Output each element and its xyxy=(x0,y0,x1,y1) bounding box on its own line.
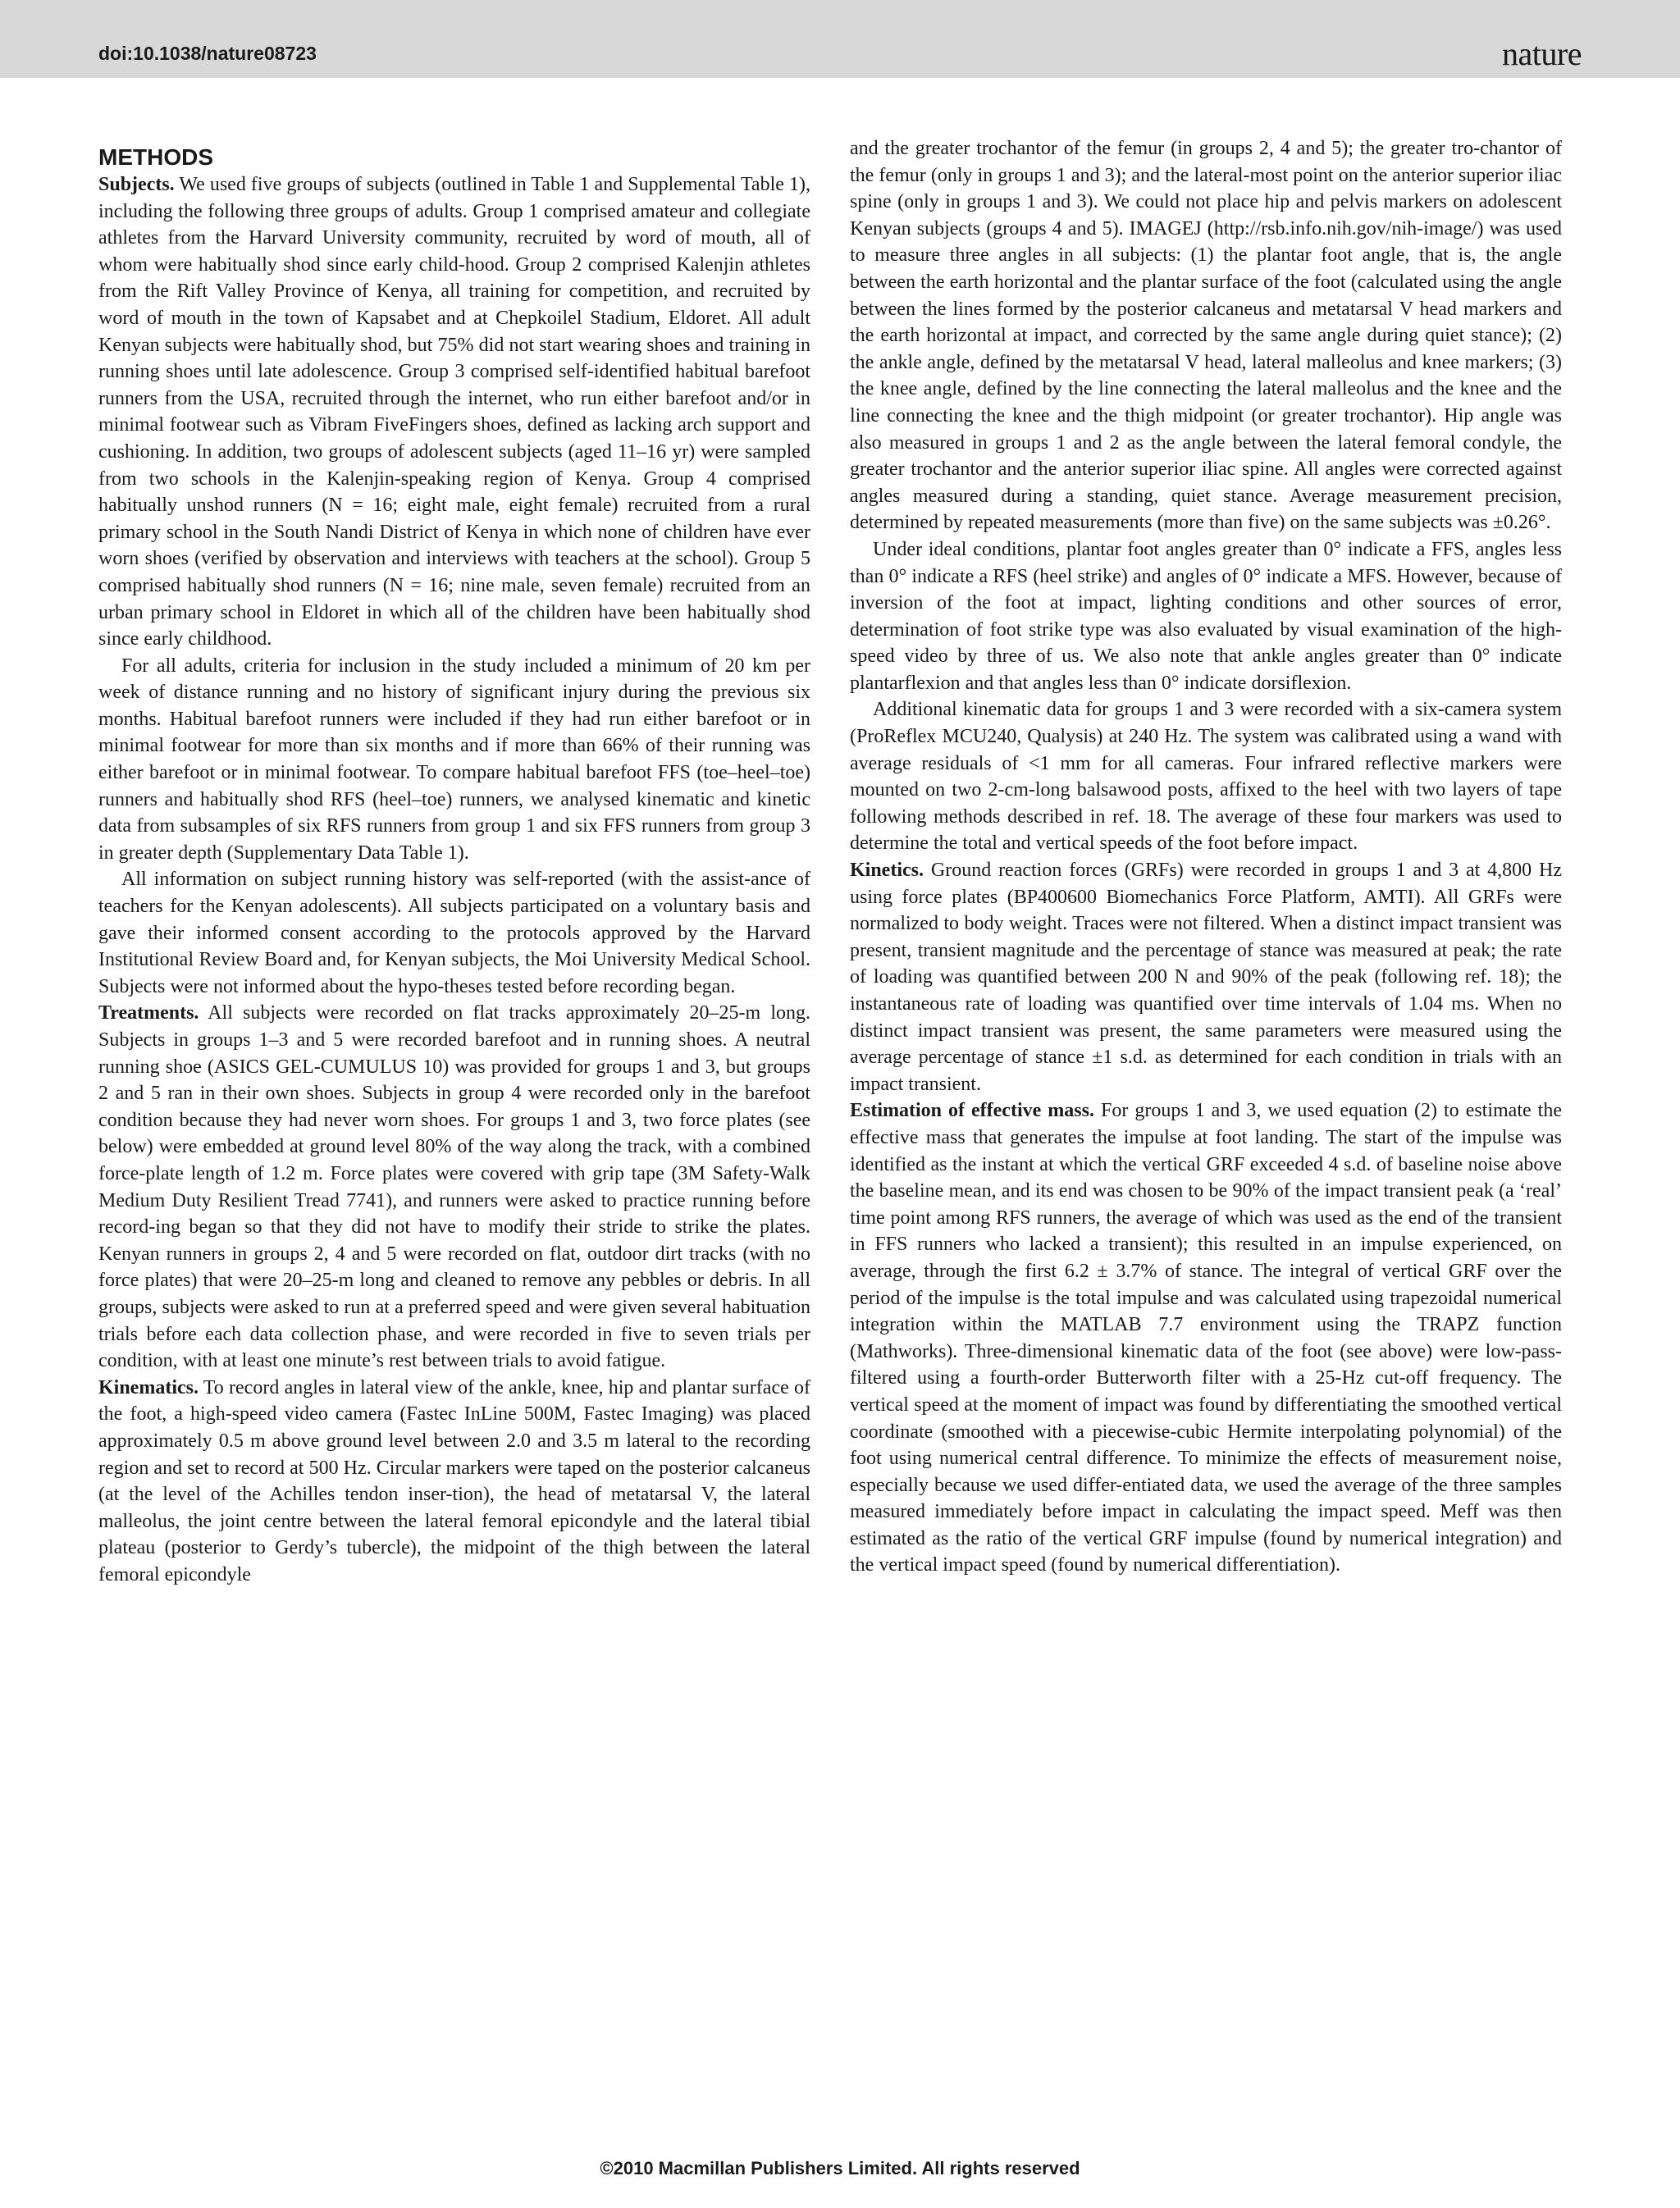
paragraph-text: Ground reaction forces (GRFs) were recorded in groups 1 and 3 at 4,800 Hz using force plates (BP400600 Biomechanics Force Platform, AMTI). All GRFs were normalized to body weight. Traces were not filtered. When a distinct impact transient was present, transient magnitude and the percentage of stance was measured at peak; the rate of loading was quantified between 200 N and 90% of the peak (following ref. 18); the instantaneous rate of loading was quantified over time intervals of 1.04 ms. When no distinct impact transient was present, the same parameters were measured using the average percentage of stance ±1 s.d. as determined for each condition in trials with an impact transient. xyxy=(850,860,1562,1095)
paragraph-markers: and the greater trochantor of the femur (in groups 2, 4 and 5); the greater tro-chantor of the femur (only in groups 1 and 3); and the lateral-most point on the anterior superior iliac spine (only in groups 1 and 3). We could not place hip and pelvis markers on adolescent Kenyan subjects (groups 4 and 5). IMAGEJ (http://rsb.info.nih.gov/nih-image/) was used to measure three angles in all subjects: (1) the plantar foot angle, that is, the angle between the earth horizontal and the plantar surface of the foot (calculated using the angle between the lines formed by the posterior calcaneus and metatarsal V head markers and the earth horizontal at impact, and corrected by the same angle during quiet stance); (2) the ankle angle, defined by the metatarsal V head, lateral malleolus and knee markers; (3) the knee angle, defined by the line connecting the lateral malleolus and the knee and the line connecting the knee and the thigh midpoint (or greater trochantor). Hip angle was also measured in groups 1 and 2 as the angle between the lateral femoral condyle, the greater trochantor and the anterior superior iliac spine. All angles were corrected against angles measured during a standing, quiet stance. Average measurement precision, determined by repeated measurements (more than five) on the same subjects was ±0.26°. xyxy=(850,138,1562,534)
left-column xyxy=(98,135,810,1588)
paragraph-effective-mass xyxy=(850,1097,1562,1579)
paragraph-subjects xyxy=(98,171,810,653)
paragraph-criteria: For all adults, criteria for inclusion in the study included a minimum of 20 km per week of distance running and no history of significant injury during the previous six months. Habitual barefoot runners were included if they had run either barefoot or in minimal footwear for more than six months and if more than 66% of their running was either barefoot or in minimal footwear. To compare habitual barefoot FFS (toe–heel–toe) runners and habitually shod RFS (heel–toe) runners, we analysed kinematic and kinetic data from subsamples of six RFS runners from group 1 and six FFS runners from group 3 in greater depth (Supplementary Data Table 1). xyxy=(98,655,810,864)
paragraph-kinetics xyxy=(850,857,1562,1097)
subheading-subjects: Subjects. xyxy=(98,174,175,195)
paragraph-consent: All information on subject running history was self-reported (with the assist-ance of teachers for the Kenyan adolescents). All subjects participated on a voluntary basis and gave their informed consent according to the protocols approved by the Harvard Institutional Review Board and, for Kenyan subjects, the Moi University Medical School. Subjects were not informed about the hypo-theses tested before recording began. xyxy=(98,869,810,997)
paragraph-text: We used five groups of subjects (outlined in Table 1 and Supplemental Table 1), including the following three groups of adults. Group 1 comprised amateur and collegiate athletes from the Harvard University community, recruited by word of mouth, all of whom were habitually shod since early child-hood. Group 2 comprised Kalenjin athletes from the Rift Valley Province of Kenya, all training for competition, and recruited by word of mouth in the town of Kapsabet and at Chepkoilel Stadium, Eldoret. All adult Kenyan subjects were habitually shod, but 75% did not start wearing shoes and training in running shoes until late adolescence. Group 3 comprised self-identified habitual barefoot runners from the USA, recruited through the internet, who run either barefoot and/or in minimal footwear such as Vibram FiveFingers shoes, defined as lacking arch support and cushioning. In addition, two groups of adolescent subjects (aged 11–16 yr) were sampled from two schools in the Kalenjin-speaking region of Kenya. Group 4 comprised habitually unshod runners (N = 16; eight male, eight female) recruited from a rural primary school in the South Nandi District of Kenya in which none of children have ever worn shoes (verified by observation and interviews with teachers at the school). Group 5 comprised habitually shod runners (N = 16; nine male, seven female) recruited from an urban primary school in Eldoret in which all of the children have been habitually shod since early childhood. xyxy=(98,174,810,650)
journal-name: nature xyxy=(1502,35,1582,72)
paragraph-treatments xyxy=(98,1000,810,1374)
paragraph-additional-kinematics: Additional kinematic data for groups 1 and 3 were recorded with a six-camera system (ProReflex MCU240, Qualysis) at 240 Hz. The system was calibrated using a wand with average residuals of <1 mm for all cameras. Four infrared reflective markers were mounted on two 2-cm-long balsawood posts, affixed to the heel with two layers of tape following methods described in ref. 18. The average of these four markers was used to determine the total and vertical speeds of the foot before impact. xyxy=(850,699,1562,855)
copyright-footer: ©2010 Macmillan Publishers Limited. All rights reserved xyxy=(600,2158,1080,2178)
subheading-treatments: Treatments. xyxy=(98,1002,199,1024)
paragraph-kinematics xyxy=(98,1375,810,1589)
paragraph-text: To record angles in lateral view of the ankle, knee, hip and plantar surface of the foot, a high-speed video camera (Fastec InLine 500M, Fastec Imaging) was placed approximately 0.5 m above ground level between 2.0 and 3.5 m lateral to the recording region and set to record at 500 Hz. Circular markers were taped on the posterior calcaneus (at the level of the Achilles tendon inser-tion), the head of metatarsal V, the lateral malleolus, the joint centre between the lateral femoral epicondyle and the lateral tibial plateau (posterior to Gerdy’s tubercle), the midpoint of the thigh between the lateral femoral epicondyle xyxy=(98,1376,810,1585)
paragraph-text: For groups 1 and 3, we used equation (2) to estimate the effective mass that generates the impulse at foot landing. The start of the impulse was identified as the instant at which the vertical GRF exceeded 4 s.d. of baseline noise above the baseline mean, and its end was chosen to be 90% of the impact transient peak (a ‘real’ time point among RFS runners, the average of which was used as the end of the transient in FFS runners who lacked a transient); this resulted in an impulse experienced, on average, through the first 6.2 ± 3.7% of stance. The integral of vertical GRF over the period of the impulse is the total impulse and was calculated using trapezoidal numerical integration within the MATLAB 7.7 environment using the TRAPZ function (Mathworks). Three-dimensional kinematic data of the foot (see above) were low-pass-filtered using a fourth-order Butterworth filter with a 25-Hz cut-off frequency. The vertical speed at the moment of impact was found by differentiating the smoothed vertical coordinate (smoothed with a piecewise-cubic Hermite interpolating polynomial) of the foot using numerical central difference. To minimize the effects of measurement noise, especially because we used differ-entiated data, we used the average of the three samples measured immediately before impact in calculating the impact speed. Meff was then estimated as the ratio of the vertical GRF impulse (found by numerical integration) and the vertical impact speed (found by numerical differentiation). xyxy=(850,1100,1562,1576)
right-column xyxy=(850,135,1562,1579)
page-header-bar xyxy=(0,0,1680,78)
paragraph-foot-angles: Under ideal conditions, plantar foot angles greater than 0° indicate a FFS, angles less than 0° indicate a RFS (heel strike) and angles of 0° indicate a MFS. However, because of inversion of the foot at impact, lighting conditions and other sources of error, determination of foot strike type was also evaluated by visual examination of the high-speed video by three of us. We also note that ankle angles greater than 0° indicate plantarflexion and that angles less than 0° indicate dorsiflexion. xyxy=(850,538,1562,694)
subheading-kinematics: Kinematics. xyxy=(98,1376,199,1398)
section-title: METHODS xyxy=(98,144,213,170)
paragraph-text: All subjects were recorded on flat tracks approximately 20–25-m long. Subjects in groups 1–3 and 5 were recorded barefoot and in running shoes. A neutral running shoe (ASICS GEL-CUMULUS 10) was provided for groups 1 and 3, but groups 2 and 5 ran in their own shoes. Subjects in group 4 were recorded only in the barefoot condition because they had never worn shoes. For groups 1 and 3, two force plates (see below) were embedded at ground level 80% of the way along the track, with a combined force-plate length of 1.2 m. Force plates were covered with grip tape (3M Safety-Walk Medium Duty Resilient Tread 7741), and runners were asked to practice running before record-ing began so that they did not have to modify their stride to strike the plates. Kenyan runners in groups 2, 4 and 5 were recorded on flat, outdoor dirt tracks (with no force plates) that were 20–25-m long and cleaned to remove any pebbles or debris. In all groups, subjects were asked to run at a preferred speed and were given several habituation trials before each data collection phase, and were recorded in five to seven trials per condition, with at least one minute’s rest between trials to avoid fatigue. xyxy=(98,1002,810,1372)
doi-label: doi:10.1038/nature08723 xyxy=(98,43,317,64)
subheading-kinetics: Kinetics. xyxy=(850,860,924,882)
subheading-effective-mass: Estimation of effective mass. xyxy=(850,1100,1094,1122)
